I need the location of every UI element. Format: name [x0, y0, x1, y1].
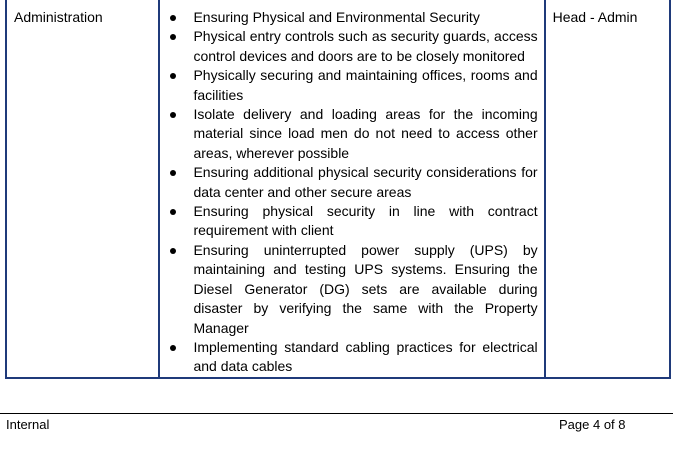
list-item: Ensuring Physical and Environmental Security: [160, 8, 537, 27]
bullet-icon: [170, 112, 176, 118]
responsibility-table: [5, 0, 671, 379]
owner-cell: [545, 0, 670, 378]
bullet-icon: [170, 170, 176, 176]
list-item: Isolate delivery and loading areas for the incoming material since load men do not need to access other areas, wherever possible: [160, 105, 537, 163]
responsibilities-list: [160, 0, 543, 377]
list-item: Physically securing and maintaining offices, rooms and facilities: [160, 66, 537, 105]
department-label: Administration: [14, 9, 103, 25]
bullet-icon: [170, 209, 176, 215]
table-row: [6, 0, 670, 378]
list-item: Ensuring uninterrupted power supply (UPS) by maintaining and testing UPS systems. Ensuring the Diesel Generator (DG) sets are available during disaster by verifying the same with the Property Manager: [160, 241, 537, 338]
bullet-icon: [170, 248, 176, 254]
list-item: Ensuring physical security in line with contract requirement with client: [160, 202, 537, 241]
department-cell: [6, 0, 159, 378]
bullet-icon: [170, 34, 176, 40]
bullet-icon: [170, 73, 176, 79]
owner-label: Head - Admin: [552, 9, 638, 25]
footer-page-number: Page 4 of 8: [559, 417, 626, 432]
list-item: Implementing standard cabling practices for electrical and data cables: [160, 338, 537, 377]
list-item: Physical entry controls such as security guards, access control devices and doors are to be closely monitored: [160, 27, 537, 66]
responsibilities-cell: [159, 0, 544, 378]
footer-divider: [0, 413, 673, 414]
bullet-icon: [170, 345, 176, 351]
bullet-icon: [170, 15, 176, 21]
list-item: Ensuring additional physical security considerations for data center and other secure areas: [160, 163, 537, 202]
footer-classification: Internal: [6, 417, 50, 432]
